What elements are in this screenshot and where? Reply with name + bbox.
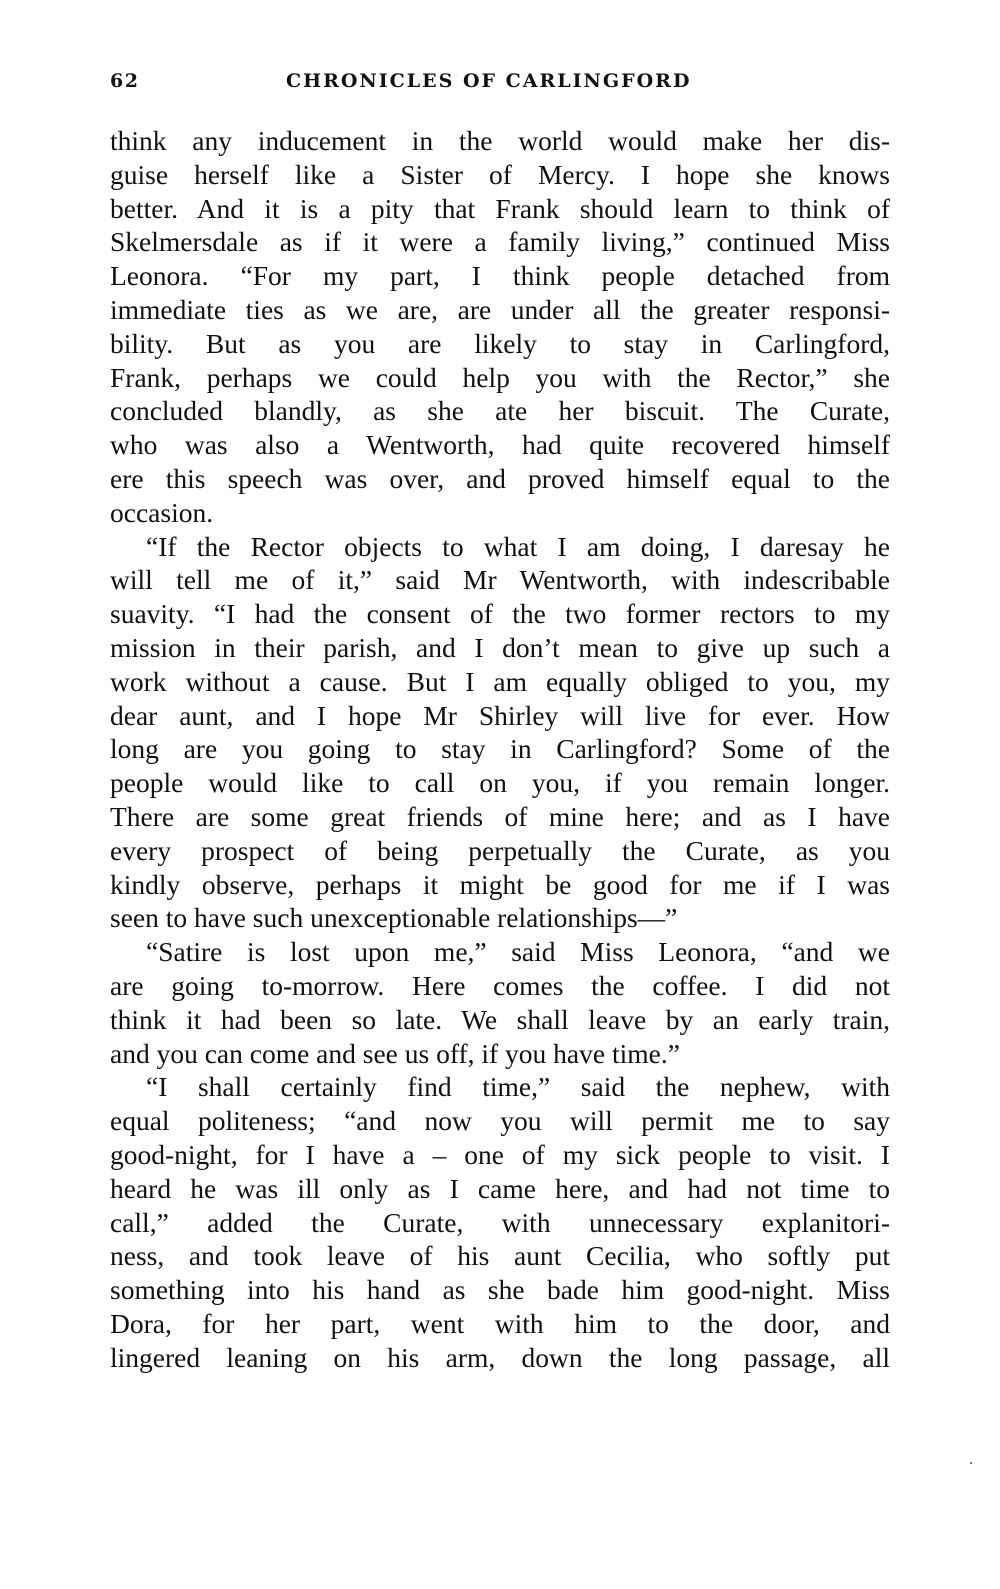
text-line: something into his hand as she bade him good-night. Miss xyxy=(110,1274,890,1306)
text-line: people would like to call on you, if you remain longer. xyxy=(110,767,890,799)
text-line: ere this speech was over, and proved himself equal to the xyxy=(110,462,890,494)
text-line: Dora, for her part, went with him to the door, and xyxy=(110,1307,890,1339)
text-line: Frank, perhaps we could help you with the Rector,” she xyxy=(110,361,890,393)
scan-speck xyxy=(970,1462,972,1464)
text-line: and you can come and see us off, if you have time.” xyxy=(110,1037,680,1069)
text-line: heard he was ill only as I came here, and had not time to xyxy=(110,1172,890,1204)
text-line: call,” added the Curate, with unnecessary explanitori- xyxy=(110,1206,890,1238)
text-line: every prospect of being perpetually the Curate, as you xyxy=(110,834,890,866)
text-line: ness, and took leave of his aunt Cecilia, who softly put xyxy=(110,1240,890,1272)
text-line: kindly observe, perhaps it might be good for me if I was xyxy=(110,868,890,900)
text-line: Leonora. “For my part, I think people detached from xyxy=(110,260,890,292)
text-line: bility. But as you are likely to stay in Carlingford, xyxy=(110,327,890,359)
text-line: mission in their parish, and I don’t mean to give up such a xyxy=(110,631,890,663)
text-line: “Satire is lost upon me,” said Miss Leonora, “and we xyxy=(146,936,890,968)
text-line: concluded blandly, as she ate her biscuit. The Curate, xyxy=(110,395,890,427)
text-line: Skelmersdale as if it were a family living,” continued Miss xyxy=(110,226,890,258)
text-line: There are some great friends of mine here; and as I have xyxy=(110,800,890,832)
text-line: long are you going to stay in Carlingford? Some of the xyxy=(110,733,890,765)
text-line: good-night, for I have a – one of my sick people to visit. I xyxy=(110,1138,890,1170)
text-line: think it had been so late. We shall leave by an early train, xyxy=(110,1003,890,1035)
page-number: 62 xyxy=(110,70,140,92)
text-line: think any inducement in the world would make her dis- xyxy=(110,125,890,156)
running-title: CHRONICLES OF CARLINGFORD xyxy=(286,70,692,92)
text-line: guise herself like a Sister of Mercy. I hope she knows xyxy=(110,158,890,190)
text-line: equal politeness; “and now you will permit me to say xyxy=(110,1105,890,1137)
text-line: occasion. xyxy=(110,496,214,528)
text-line: are going to-morrow. Here comes the coffee. I did not xyxy=(110,969,890,1001)
text-line: will tell me of it,” said Mr Wentworth, with indescribable xyxy=(110,564,890,596)
text-line: immediate ties as we are, are under all the greater responsi- xyxy=(110,293,890,325)
text-line: seen to have such unexceptionable relationships—” xyxy=(110,902,678,934)
text-line: suavity. “I had the consent of the two former rectors to my xyxy=(110,598,890,630)
text-line: work without a cause. But I am equally obliged to you, my xyxy=(110,665,890,697)
running-head xyxy=(110,70,890,94)
body-text xyxy=(110,124,890,1374)
text-line: who was also a Wentworth, had quite recovered himself xyxy=(110,429,890,461)
text-line: dear aunt, and I hope Mr Shirley will live for ever. How xyxy=(110,699,890,731)
text-line: lingered leaning on his arm, down the long passage, all xyxy=(110,1341,890,1373)
text-line: “I shall certainly find time,” said the nephew, with xyxy=(146,1071,890,1103)
text-line: better. And it is a pity that Frank should learn to think of xyxy=(110,192,890,224)
text-line: “If the Rector objects to what I am doing, I daresay he xyxy=(146,530,890,562)
